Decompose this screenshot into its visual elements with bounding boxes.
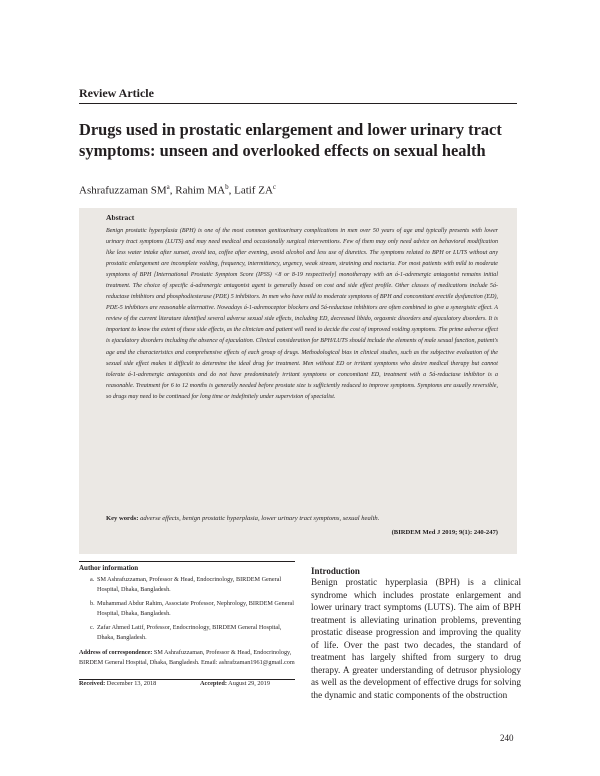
keywords — [106, 515, 498, 522]
received-label: Received: — [79, 680, 106, 687]
author-name: Rahim MA — [175, 184, 226, 197]
author-affiliation-mark: a — [166, 183, 170, 191]
introduction-body: Benign prostatic hyperplasia (BPH) is a clinical syndrome which includes prostate enlargement and lower urinary tract symptoms (LUTS). The aim of BPH treatment is alleviating urination problems, preventing prostatic disease progression and improving the quality of life. Over the past two decades, the standard of treatment has largely shifted from surgery to drug therapy. A greater understanding of detrusor physiology as well as the development of effective drugs for solving the dynamic and static components of the obstruction — [311, 577, 521, 700]
author-info-divider — [79, 561, 295, 562]
abstract-body: Benign prostatic hyperplasia (BPH) is one of the most common genitourinary complications in men over 50 years of age and typically presents with lower urinary tract symptoms (LUTS) and may need medical and occasionally surgical interventions. Few of them may only need advice on behavioral modification like less water intake after sunset, avoid tea, coffee after evening, avoid alcohol and less use of diuretics. The symptoms related to BPH or LUTS without any prostatic enlargement are incomplete voiding, frequency, intermittency, urgency, weak stream, straining and nocturia. For most patients with mild to moderate symptoms of BPH [International Prostatic Symptom Score (IPSS) <8 or 8-19 respectively] monotherapy with an á-1-adrenergic antagonist remains initial treatment. The choice of specific á-adrenergic antagonist agent is generally based on cost and side effect profile. Other classes of medications include 5á-reductase inhibitors and phosphodiesterase (PDE) 5 inhibitors. In men who have mild to moderate symptoms of BPH and concomitant erectile dysfunction (ED), PDE-5 inhibitors are reasonable alternative. Nowadays á-1-adrenoceptor blockers and 5á-reductase inhibitors are often combined to give a synergistic effect. A review of the current literature identified several adverse sexual side effects, including ED, decreased libido, orgasmic disorders and ejaculatory disorders. It is important to know the extent of these side effects, as the clinician and patient will need to decide the cost of improved voiding symptoms. The prime adverse effect is ejaculatory disorders including the absence of ejaculation. Clinical consideration for BPH/LUTS should include the elements of male sexual function, patient's age and the characteristics and comprehensive effects of each group of drugs. Methodological bias in clinical studies, such as the subjective evaluation of the sexual side effect makes it difficult to determine the ideal drug for treatment. Men without ED or irritant symptoms who desire medical therapy but cannot tolerate á-1-adrenergic antagonists and do not have predominately irritant symptoms or concomitant ED, treatment with a 5á-reductase inhibitor is a reasonable. Treatment for 6 to 12 months is generally needed before prostate size is sufficiently reduced to improve symptoms. Symptoms are usually reversible, so drugs may need to be continued for long time or indefinitely under supervision of specialist. — [106, 228, 498, 400]
section-label: Review Article — [79, 86, 154, 100]
received-value: December 13, 2018 — [105, 680, 157, 687]
affiliation-text: Muhammad Abdur Rahim, Associate Professor, Nephrology, BIRDEM General Hospital, Dhaka, Bangladesh. — [97, 600, 294, 617]
affiliation-text: SM Ashrafuzzaman, Professor & Head, Endocrinology, BIRDEM General Hospital, Dhaka, Bangladesh. — [97, 576, 282, 593]
author-name: Latif ZA — [234, 184, 273, 197]
introduction-heading: Introduction — [311, 566, 360, 576]
affiliation-key: a. — [90, 576, 95, 583]
article-title: Drugs used in prostatic enlargement and lower urinary tract symptoms: unseen and overlooked effects on sexual health — [79, 120, 502, 160]
affiliation-key: c. — [90, 624, 95, 631]
correspondence-text: SM Ashrafuzzaman, Professor & Head, Endocrinology, BIRDEM General Hospital, Dhaka, Bangladesh. Email: ashrafzaman1961@gmail.com — [79, 649, 295, 666]
correspondence — [79, 648, 295, 668]
page-number: 240 — [500, 733, 514, 743]
author-list — [79, 183, 276, 197]
author-affiliation-mark: c — [272, 183, 276, 191]
affiliation-text: Zafar Ahmed Latif, Professor, Endocrinology, BIRDEM General Hospital, Dhaka, Bangladesh. — [97, 624, 282, 641]
header-divider — [79, 103, 517, 104]
keywords-text: adverse effects, benign prostatic hyperplasia, lower urinary tract symptoms, sexual health. — [138, 515, 380, 522]
author-name: Ashrafuzzaman SM — [79, 184, 167, 197]
received-date — [79, 680, 156, 687]
accepted-value: August 29, 2019 — [226, 680, 270, 687]
author-info-heading: Author information — [79, 564, 139, 572]
affiliation-key: b. — [90, 600, 95, 607]
accepted-date — [200, 680, 270, 687]
journal-citation: (BIRDEM Med J 2019; 9(1): 240-247) — [391, 529, 498, 536]
abstract-heading: Abstract — [106, 213, 135, 222]
author-affiliation-mark: b — [225, 183, 229, 191]
accepted-label: Accepted: — [200, 680, 227, 687]
keywords-label: Key words: — [106, 515, 139, 522]
correspondence-label: Address of correspondence: — [79, 649, 153, 656]
author-separator: , — [169, 184, 176, 197]
author-separator: , — [228, 184, 235, 197]
